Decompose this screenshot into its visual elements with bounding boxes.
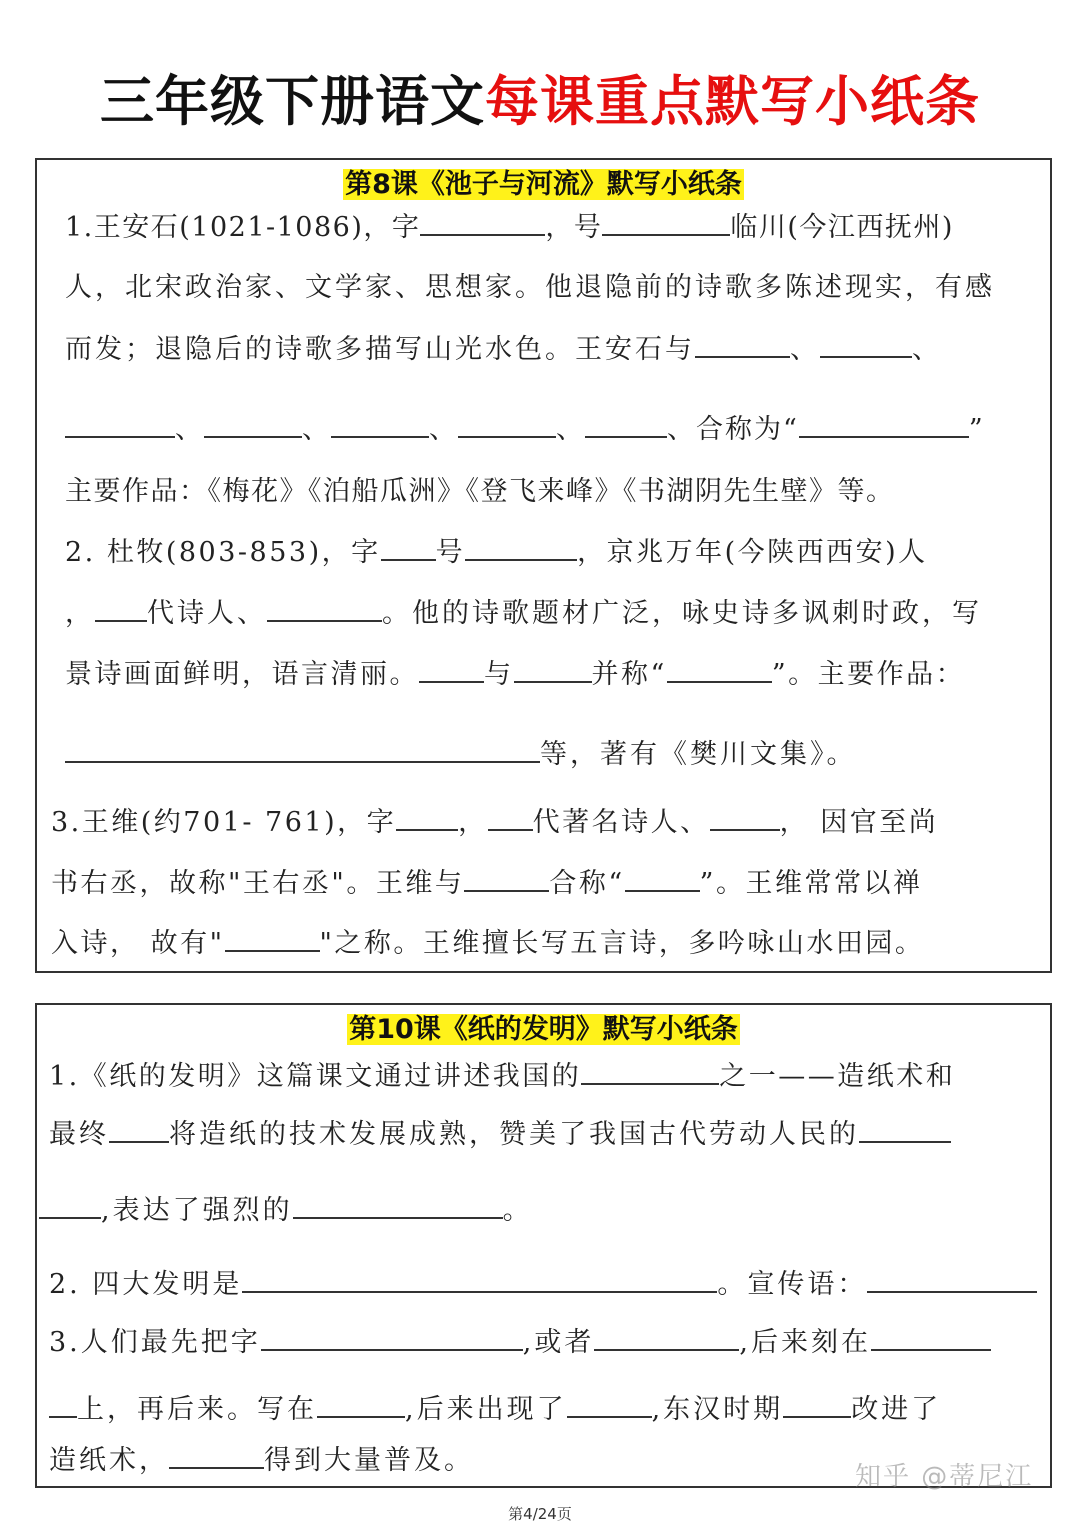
lesson8-line7: ， 代诗人、 。他的诗歌题材广泛，咏史诗多讽刺时政，写 <box>65 594 982 634</box>
page-number: 第4/24页 <box>508 1505 572 1523</box>
lesson10-line2: 最终 将造纸的技术发展成熟，赞美了我国古代劳动人民的 <box>49 1115 951 1155</box>
watermark: 知乎 @蒂尼江 <box>855 1462 1034 1492</box>
lesson10-heading: 第10课《纸的发明》默写小纸条 <box>349 1014 738 1045</box>
lesson8-box <box>35 158 1052 973</box>
lesson8-heading: 第8课《池子与河流》默写小纸条 <box>345 169 742 200</box>
lesson10-line7: 造纸术， 得到大量普及。 <box>49 1441 474 1481</box>
lesson10-line5: 3.人们最先把字 ,或者 ,后来刻在 <box>49 1323 991 1363</box>
page-title <box>0 62 1080 142</box>
lesson8-line3: 而发；退隐后的诗歌多描写山光水色。王安石与 、 、 <box>65 330 942 370</box>
lesson10-line6: 上，再后来。写在 ,后来出现了 ,东汉时期 改进了 <box>49 1390 941 1430</box>
lesson8-line2: 人，北宋政治家、文学家、思想家。他退隐前的诗歌多陈述现实，有感 <box>65 272 995 303</box>
lesson8-line4: 、 、 、 、 、合称为“ ” <box>65 410 985 450</box>
lesson8-line8: 景诗画面鲜明，语言清丽。 与 并称“ ”。主要作品： <box>65 655 965 695</box>
lesson8-line12: 入诗， 故有" "之称。王维擅长写五言诗，多吟咏山水田园。 <box>51 924 924 964</box>
lesson8-line5: 主要作品：《梅花》《泊船瓜洲》《登飞来峰》《书湖阴先生壁》等。 <box>65 476 895 507</box>
lesson8-line6: 2. 杜牧(803-853)，字 号 ，京兆万年(今陕西西安)人 <box>65 533 928 573</box>
lesson8-line1: 1.王安石(1021-1086)，字 ，号 临川(今江西抚州) <box>65 208 954 248</box>
lesson10-line1: 1.《纸的发明》这篇课文通过讲述我国的 之一——造纸术和 <box>49 1057 955 1097</box>
lesson8-line11: 书右丞，故称"王右丞"。王维与 合称“ ”。王维常常以禅 <box>51 864 922 904</box>
title-part-red: 每课重点默写小纸条 <box>485 70 980 133</box>
lesson10-box <box>35 1003 1052 1488</box>
lesson8-line9: 等，著有《樊川文集》。 <box>65 735 857 775</box>
lesson10-line3: ,表达了强烈的 。 <box>39 1191 533 1231</box>
lesson10-line4: 2. 四大发明是 。宣传语： <box>49 1265 1037 1305</box>
title-part-black: 三年级下册语文 <box>100 70 485 133</box>
lesson8-line10: 3.王维(约701- 761)，字 ， 代著名诗人、 ， 因官至尚 <box>51 803 938 843</box>
